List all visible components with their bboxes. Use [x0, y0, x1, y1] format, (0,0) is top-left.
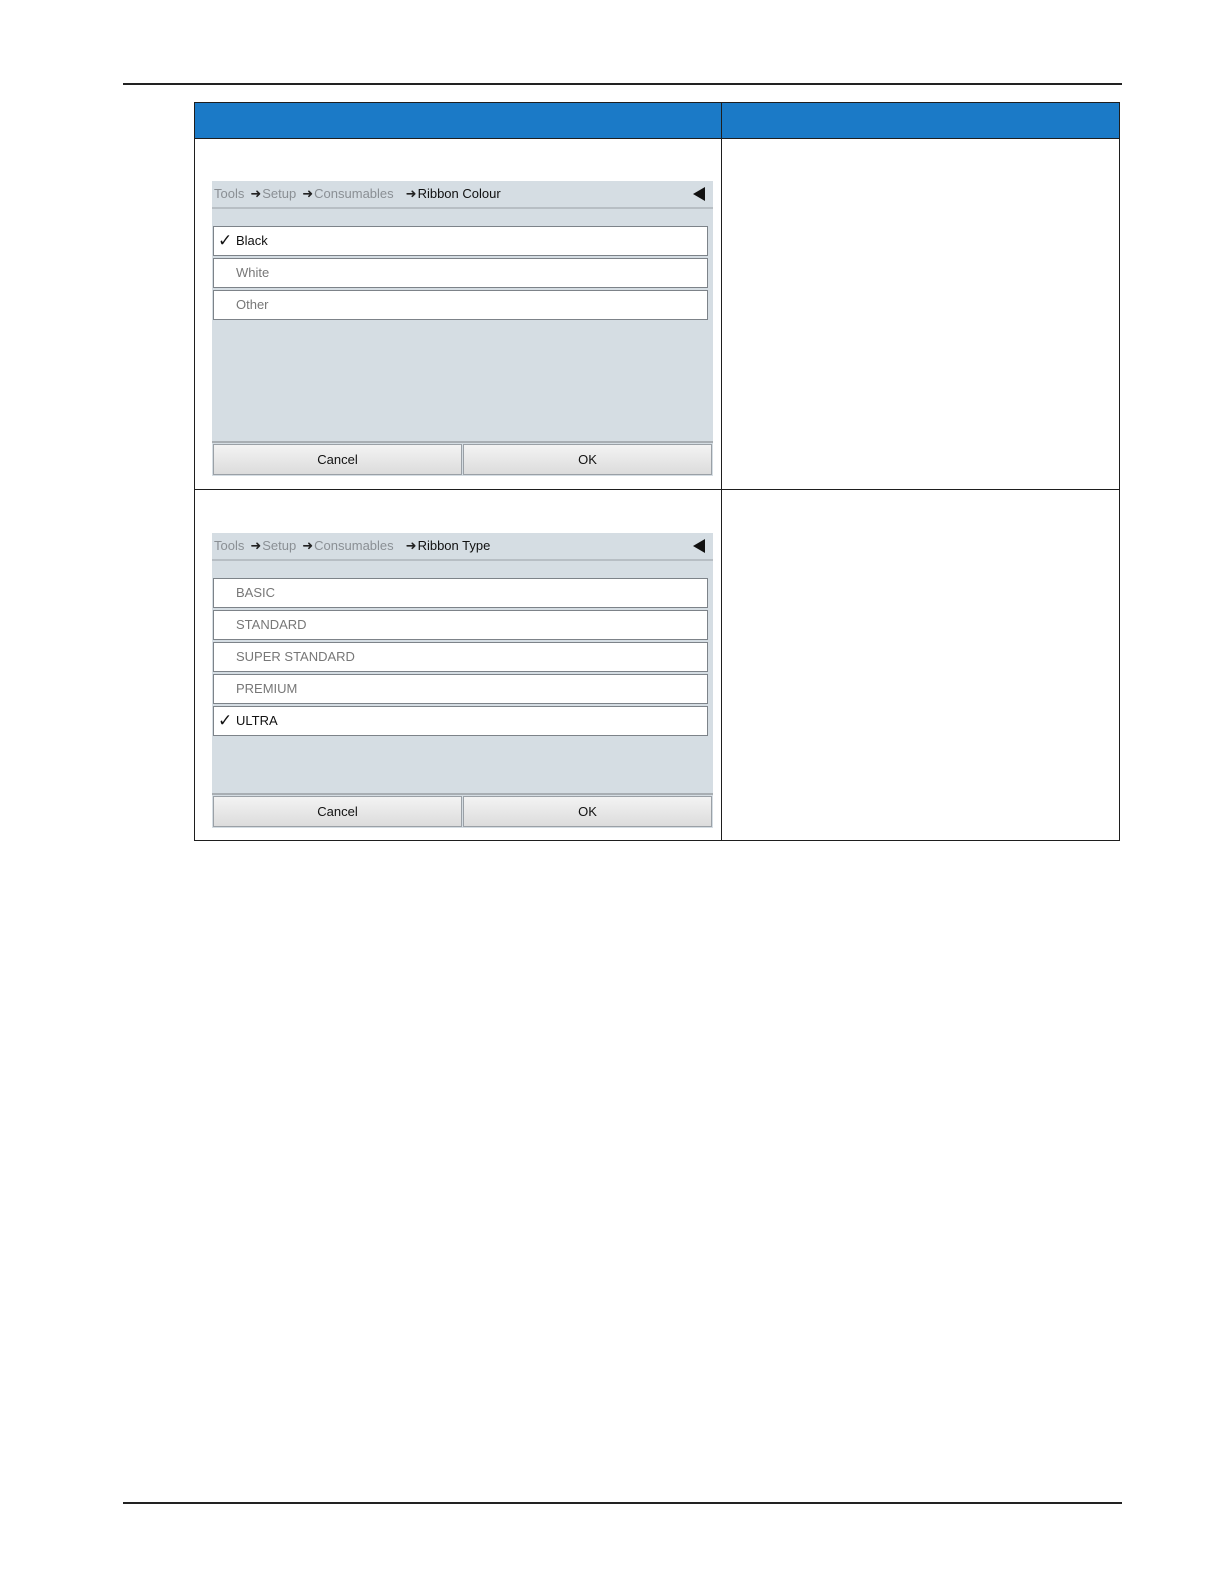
footer-rule	[123, 1502, 1122, 1504]
breadcrumb	[212, 181, 713, 209]
description-cell	[722, 490, 1120, 841]
header-rule	[123, 83, 1122, 85]
option-label: STANDARD	[236, 617, 307, 632]
right-arrow-icon: ➜	[405, 186, 417, 201]
description-cell	[722, 139, 1120, 490]
cancel-button[interactable]: Cancel	[213, 796, 462, 827]
back-triangle-icon[interactable]	[693, 187, 705, 201]
option-label: PREMIUM	[236, 681, 298, 696]
checkmark-icon: ✓	[218, 711, 233, 730]
table-row	[195, 490, 1120, 841]
right-arrow-icon: ➜	[302, 186, 314, 201]
breadcrumb-setup[interactable]: Setup	[262, 186, 297, 201]
option-super-standard[interactable]	[213, 642, 708, 672]
cancel-button[interactable]: Cancel	[213, 444, 462, 475]
option-basic[interactable]	[213, 578, 708, 608]
breadcrumb-current: Ribbon Colour	[417, 186, 501, 201]
breadcrumb-setup[interactable]: Setup	[262, 538, 297, 553]
breadcrumb-tools[interactable]: Tools	[214, 538, 245, 553]
option-list	[212, 209, 713, 320]
checkmark-icon: ✓	[218, 231, 233, 250]
table-header-cell-description	[722, 103, 1120, 139]
option-ultra[interactable]	[213, 706, 708, 736]
option-black[interactable]	[213, 226, 708, 256]
breadcrumb-tools[interactable]: Tools	[214, 186, 245, 201]
option-label: SUPER STANDARD	[236, 649, 355, 664]
ok-button[interactable]: OK	[463, 796, 712, 827]
option-label: White	[236, 265, 270, 280]
breadcrumb-consumables[interactable]: Consumables	[314, 538, 394, 553]
button-bar	[212, 441, 713, 476]
right-arrow-icon: ➜	[302, 538, 314, 553]
screenshot-cell	[195, 490, 722, 841]
ribbon-type-screen	[212, 533, 713, 828]
right-arrow-icon: ➜	[250, 538, 262, 553]
option-label: Other	[236, 297, 269, 312]
ok-button[interactable]: OK	[463, 444, 712, 475]
table-row	[195, 139, 1120, 490]
option-label: ULTRA	[236, 713, 278, 728]
table-header-row	[195, 103, 1120, 139]
ribbon-colour-screen	[212, 181, 713, 476]
option-premium[interactable]	[213, 674, 708, 704]
option-white[interactable]	[213, 258, 708, 288]
breadcrumb	[212, 533, 713, 561]
back-triangle-icon[interactable]	[693, 539, 705, 553]
option-standard[interactable]	[213, 610, 708, 640]
right-arrow-icon: ➜	[250, 186, 262, 201]
settings-table	[194, 102, 1120, 841]
button-bar	[212, 793, 713, 828]
table-header-cell-screen	[195, 103, 722, 139]
option-label: BASIC	[236, 585, 276, 600]
screenshot-cell	[195, 139, 722, 490]
right-arrow-icon: ➜	[405, 538, 417, 553]
option-other[interactable]	[213, 290, 708, 320]
option-list	[212, 561, 713, 736]
option-label: Black	[236, 233, 268, 248]
breadcrumb-current: Ribbon Type	[417, 538, 491, 553]
breadcrumb-consumables[interactable]: Consumables	[314, 186, 394, 201]
